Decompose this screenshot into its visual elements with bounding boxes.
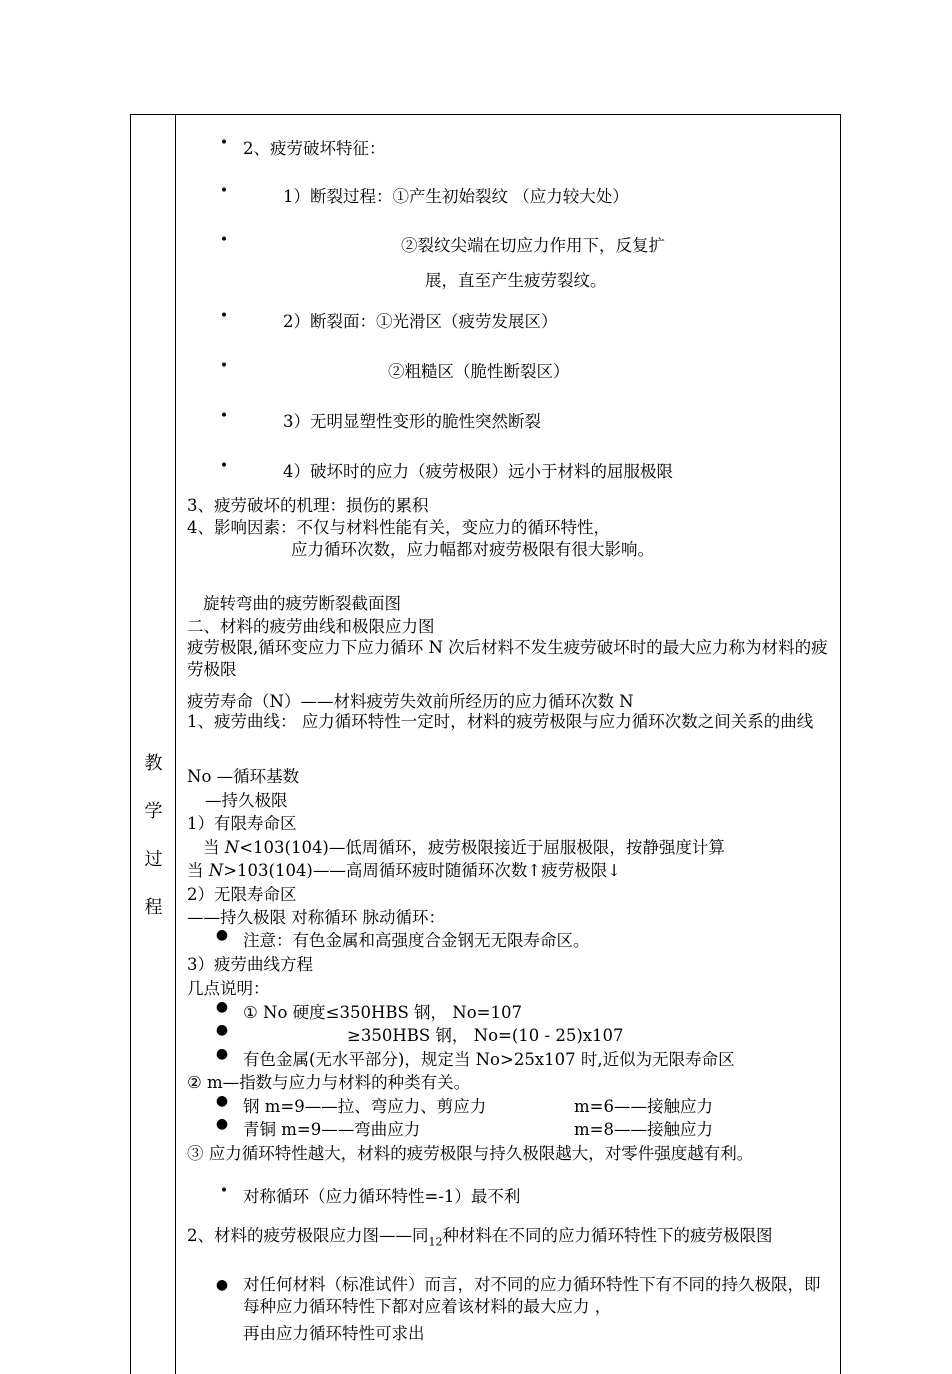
bullet-icon: • <box>219 183 229 199</box>
label-char-4: 程 <box>144 897 163 918</box>
factor-text-cont: 应力循环次数，应力幅都对疲劳极限有很大影响。 <box>291 540 654 559</box>
left-label-column <box>131 115 176 1374</box>
section-heading: 二、材料的疲劳曲线和极限应力图 <box>187 617 435 636</box>
lesson-table <box>130 114 841 1374</box>
bullet-icon: • <box>219 308 229 324</box>
label-char-3: 过 <box>144 849 163 870</box>
list-item: • 4）破坏时的应力（疲劳极限）远小于材料的屈服极限 <box>243 458 673 482</box>
bullet-icon: ● <box>215 1277 229 1293</box>
list-item: ● 钢 m=9——拉、弯应力、剪应力 <box>215 1093 487 1116</box>
list-item: ● 注意：有色金属和高强度合金钢无无限寿命区。 <box>215 927 590 950</box>
fatigue-life-text: 疲劳寿命（N）——材料疲劳失效前所经历的应力循环次数 N <box>187 692 634 711</box>
equation-heading: 3）疲劳曲线方程 <box>187 955 313 974</box>
factor-text: 4、影响因素：不仅与材料性能有关，变应力的循环特性， <box>187 518 610 537</box>
figure-caption: 旋转弯曲的疲劳断裂截面图 <box>203 594 401 613</box>
endurance-limit-text: —持久极限 <box>205 791 288 810</box>
remarks-heading: 几点说明： <box>187 979 270 998</box>
fatigue-limit-definition: 疲劳极限,循环变应力下应力循环 N 次后材料不发生疲劳破坏时的最大应力称为材料的疲劳极限 <box>187 638 828 679</box>
stress-ratio-effect-text: ③ 应力循环特性越大，材料的疲劳极限与持久极限越大，对零件强度越有利。 <box>187 1144 754 1163</box>
bullet-icon: ● <box>215 1046 229 1062</box>
high-cycle-text: 当 N>103(104)——高周循环疲时随循环次数↑疲劳极限↓ <box>187 861 622 880</box>
list-item: ● ① No 硬度≤350HBS 钢， No=107 <box>215 999 522 1022</box>
list-item-continuation: 展，直至产生疲劳裂纹。 <box>425 271 607 290</box>
list-item: • ②粗糙区（脆性断裂区） <box>243 358 570 382</box>
bullet-icon: • <box>219 1183 229 1199</box>
bullet-icon: ● <box>215 1116 229 1132</box>
limit-stress-diagram-text: 2、材料的疲劳极限应力图——同$_{12}$种材料在不同的应力循环特性下的疲劳极限图 <box>187 1226 773 1249</box>
bullet-icon: ● <box>215 1093 229 1109</box>
bullet-icon: ● <box>215 1022 229 1038</box>
label-char-2: 学 <box>144 801 163 822</box>
bullet-icon: • <box>219 408 229 424</box>
mechanism-text: 3、疲劳破坏的机理：损伤的累积 <box>187 496 429 515</box>
infinite-life-heading: 2）无限寿命区 <box>187 885 297 904</box>
steel-contact-text: m=6——接触应力 <box>574 1097 713 1116</box>
list-item: ● 对任何材料（标准试件）而言，对不同的应力循环特性下有不同的持久极限，即每种应力循环特性下都对应着该材料的最大应力 ， <box>215 1275 821 1316</box>
list-item: ● 青铜 m=9——弯曲应力 <box>215 1116 421 1139</box>
list-item: • 2）断裂面：①光滑区（疲劳发展区） <box>243 308 558 332</box>
bullet-icon: • <box>219 358 229 374</box>
list-item: ● ≥350HBS 钢， No=(10 - 25)x107 <box>215 1022 624 1045</box>
cut-off-text: 再由应力循环特性可求出 <box>243 1324 425 1343</box>
bullet-icon: • <box>219 458 229 474</box>
list-item: • 1）断裂过程：①产生初始裂纹 （应力较大处） <box>243 183 629 207</box>
list-item: • 对称循环（应力循环特性=-1）最不利 <box>243 1183 520 1207</box>
bullet-icon: ● <box>215 999 229 1015</box>
bullet-icon: • <box>219 135 229 151</box>
fatigue-curve-text: 1、疲劳曲线： 应力循环特性一定时，材料的疲劳极限与应力循环次数之间关系的曲线 <box>187 712 814 731</box>
label-char-1: 教 <box>144 753 163 774</box>
symmetric-cycle-text: ——持久极限 对称循环 脉动循环： <box>187 908 445 927</box>
bronze-contact-text: m=8——接触应力 <box>574 1120 713 1139</box>
list-item: • 2、疲劳破坏特征： <box>243 135 386 159</box>
list-item: ● 有色金属(无水平部分)，规定当 No>25x107 时,近似为无限寿命区 <box>215 1046 735 1069</box>
finite-life-heading: 1）有限寿命区 <box>187 814 297 833</box>
list-item: • ②裂纹尖端在切应力作用下，反复扩 <box>243 232 665 256</box>
exponent-text: ② m—指数与应力与材料的种类有关。 <box>187 1073 471 1092</box>
cycle-base-text: No —循环基数 <box>187 767 300 786</box>
bullet-icon: ● <box>215 927 229 943</box>
bullet-icon: • <box>219 232 229 248</box>
list-item: • 3）无明显塑性变形的脆性突然断裂 <box>243 408 541 432</box>
low-cycle-text: 当 N<103(104)—低周循环，疲劳极限接近于屈服极限，按静强度计算 <box>203 838 725 857</box>
